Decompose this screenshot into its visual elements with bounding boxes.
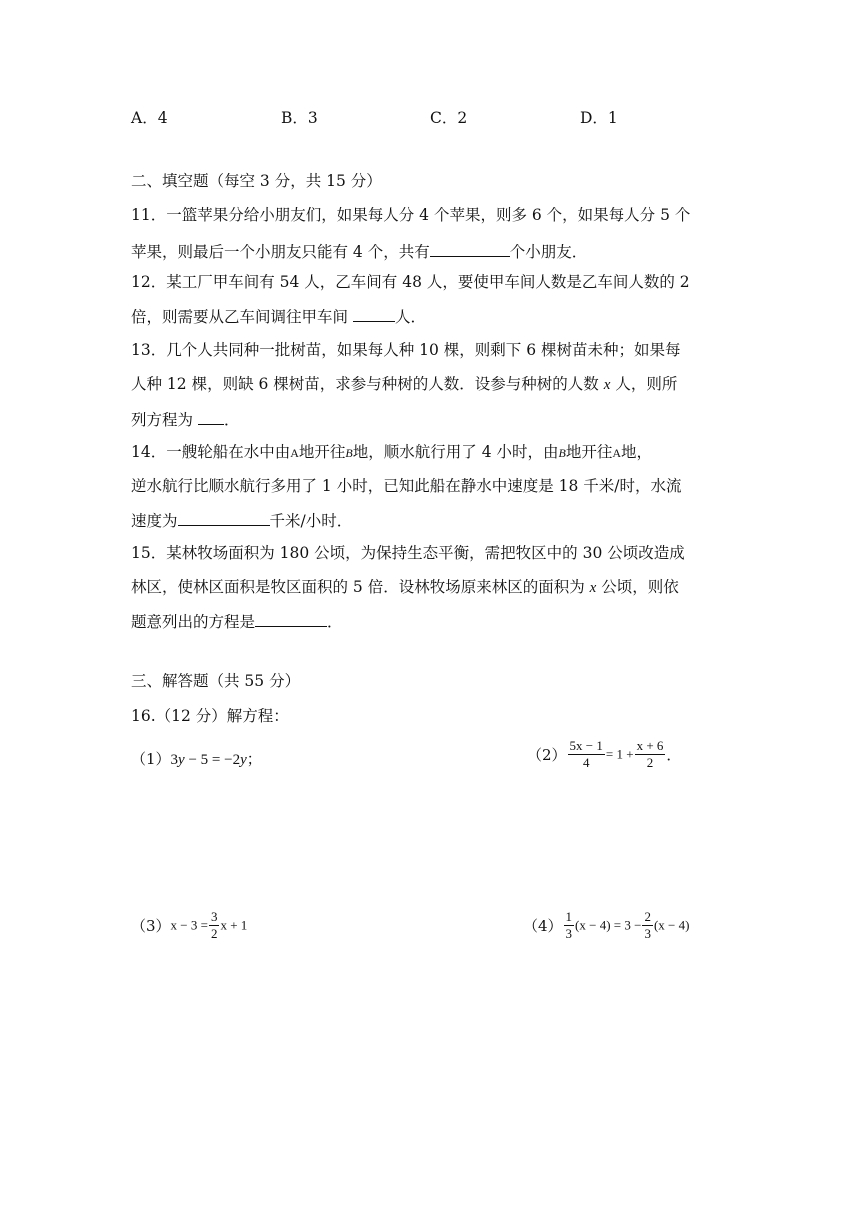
q14-text-b: 地开往 (298, 443, 346, 461)
q16-part-2-den-2: 2 (646, 755, 654, 770)
q16-part-1-end: ； (246, 750, 262, 768)
q14-point-a: A (290, 446, 299, 460)
q15-text-post-3: ． (327, 613, 343, 631)
q16-part-1-rhs: − 5 = −2 (184, 752, 241, 768)
q12-answer-blank[interactable] (353, 305, 395, 322)
q16-part-1-label: （1） (131, 750, 171, 768)
q13-line-2 (131, 374, 677, 395)
q14-line-1 (131, 442, 652, 463)
q13-line-1: 13．几个人共同种一批树苗，如果每人种 10 棵，则剩下 6 棵树苗未种；如果每 (131, 341, 681, 359)
q13-text-post-3: ． (223, 411, 240, 429)
section-3-heading: 三、解答题（共 55 分） (131, 672, 301, 690)
q11-line-2 (131, 240, 587, 262)
q12-line-1: 12．某工厂甲车间有 54 人，乙车间有 48 人，要使甲车间人数是乙车间人数的 2 (131, 273, 690, 291)
q15-text-pre: 林区，使林区面积是牧区面积的 5 倍．设林牧场原来林区的面积为 (131, 578, 590, 596)
q16-part-2-mid: = 1 + (605, 746, 634, 762)
q16-part-4-frac-1 (564, 909, 575, 942)
q14-point-a-2: A (612, 446, 622, 460)
q15-answer-blank[interactable] (255, 610, 327, 627)
q14-text-a: 14．一艘轮船在水中由 (131, 443, 291, 461)
q15-line-3 (131, 610, 343, 632)
q16-part-3-lhs: x − 3 = (170, 917, 208, 933)
q15-line-1: 15．某林牧场面积为 180 公顷，为保持生态平衡，需把牧区中的 30 公顷改造成 (131, 544, 685, 562)
q14-point-b: B (345, 446, 353, 460)
q14-text-post-3: 千米/小时． (269, 512, 353, 530)
q16-part-3 (131, 909, 247, 942)
q16-part-2-frac-1 (568, 738, 605, 771)
q12-text-post: 人． (394, 308, 426, 326)
q16-part-4-frac-2 (642, 909, 653, 942)
q13-text-post: 人，则所 (610, 375, 678, 393)
option-a: A．4 (131, 109, 168, 127)
q15-line-2 (131, 577, 679, 598)
q14-text-pre-3: 速度为 (131, 512, 178, 530)
q16-part-1-var: y (178, 752, 185, 768)
q12-text-pre: 倍，则需要从乙车间调往甲车间 (131, 308, 353, 326)
q16-part-2-frac-2 (635, 738, 666, 771)
q16-title: 16.（12 分）解方程： (131, 707, 289, 725)
q16-part-4-rhs: (x − 4) (653, 917, 690, 933)
q16-part-2-end: ． (666, 746, 682, 764)
q16-part-3-den: 2 (210, 926, 218, 941)
q14-line-3 (131, 509, 352, 531)
q11-answer-blank[interactable] (430, 240, 510, 257)
q16-part-2-num-2: x + 6 (636, 738, 664, 753)
q16-part-4-den-2: 3 (644, 926, 651, 941)
q16-part-2-label: （2） (527, 746, 567, 764)
q16-part-1-var-2: y (240, 752, 247, 768)
option-c: C．2 (430, 109, 468, 127)
q14-text-d: 地开往 (565, 443, 613, 461)
q14-answer-blank[interactable] (178, 509, 270, 526)
q14-point-b-2: B (558, 446, 566, 460)
q15-text-pre-3: 题意列出的方程是 (131, 613, 256, 631)
q16-part-2-num-1: 5x − 1 (569, 738, 603, 753)
q16-part-1 (131, 748, 262, 769)
q16-part-3-frac (209, 909, 220, 942)
q11-line-1: 11．一篮苹果分给小朋友们，如果每人分 4 个苹果，则多 6 个，如果每人分 5 个 (131, 206, 691, 224)
section-2-heading: 二、填空题（每空 3 分，共 15 分） (131, 172, 382, 190)
q15-variable-x: x (589, 580, 597, 596)
q16-part-2-den-1: 4 (582, 755, 590, 770)
q16-part-3-num: 3 (210, 909, 218, 924)
q16-part-4-num-1: 1 (565, 909, 573, 924)
q11-text-pre: 苹果，则最后一个小朋友只能有 4 个，共有 (131, 243, 430, 261)
q16-part-4-den-1: 3 (565, 926, 573, 941)
q16-part-3-label: （3） (131, 917, 171, 935)
option-b: B．3 (281, 109, 318, 127)
q16-part-1-coef: 3 (170, 752, 179, 768)
q13-variable-x: x (603, 377, 611, 393)
q14-line-2: 逆水航行比顺水航行多用了 1 小时，已知此船在静水中速度是 18 千米/时，水流 (131, 477, 682, 495)
q16-part-2 (527, 738, 681, 771)
q16-part-4-num-2: 2 (644, 909, 651, 924)
q15-text-post: 公顷，则依 (596, 578, 679, 596)
q13-line-3 (131, 408, 239, 430)
q13-answer-blank[interactable] (198, 408, 224, 425)
q16-part-4-label: （4） (523, 917, 563, 935)
q12-line-2 (131, 305, 426, 327)
q14-text-c: 地，顺水航行用了 4 小时，由 (352, 443, 559, 461)
q11-text-post: 个小朋友． (509, 243, 588, 261)
q16-part-4-mid: (x − 4) = 3 − (575, 917, 642, 933)
q13-text-pre: 人种 12 棵，则缺 6 棵树苗，求参与种树的人数．设参与种树的人数 (131, 375, 604, 393)
q14-text-e: 地， (621, 443, 653, 461)
q13-text-pre-3: 列方程为 (131, 411, 198, 429)
q16-part-3-rhs: x + 1 (220, 917, 248, 933)
option-d: D．1 (580, 109, 618, 127)
q16-part-4 (523, 909, 689, 942)
